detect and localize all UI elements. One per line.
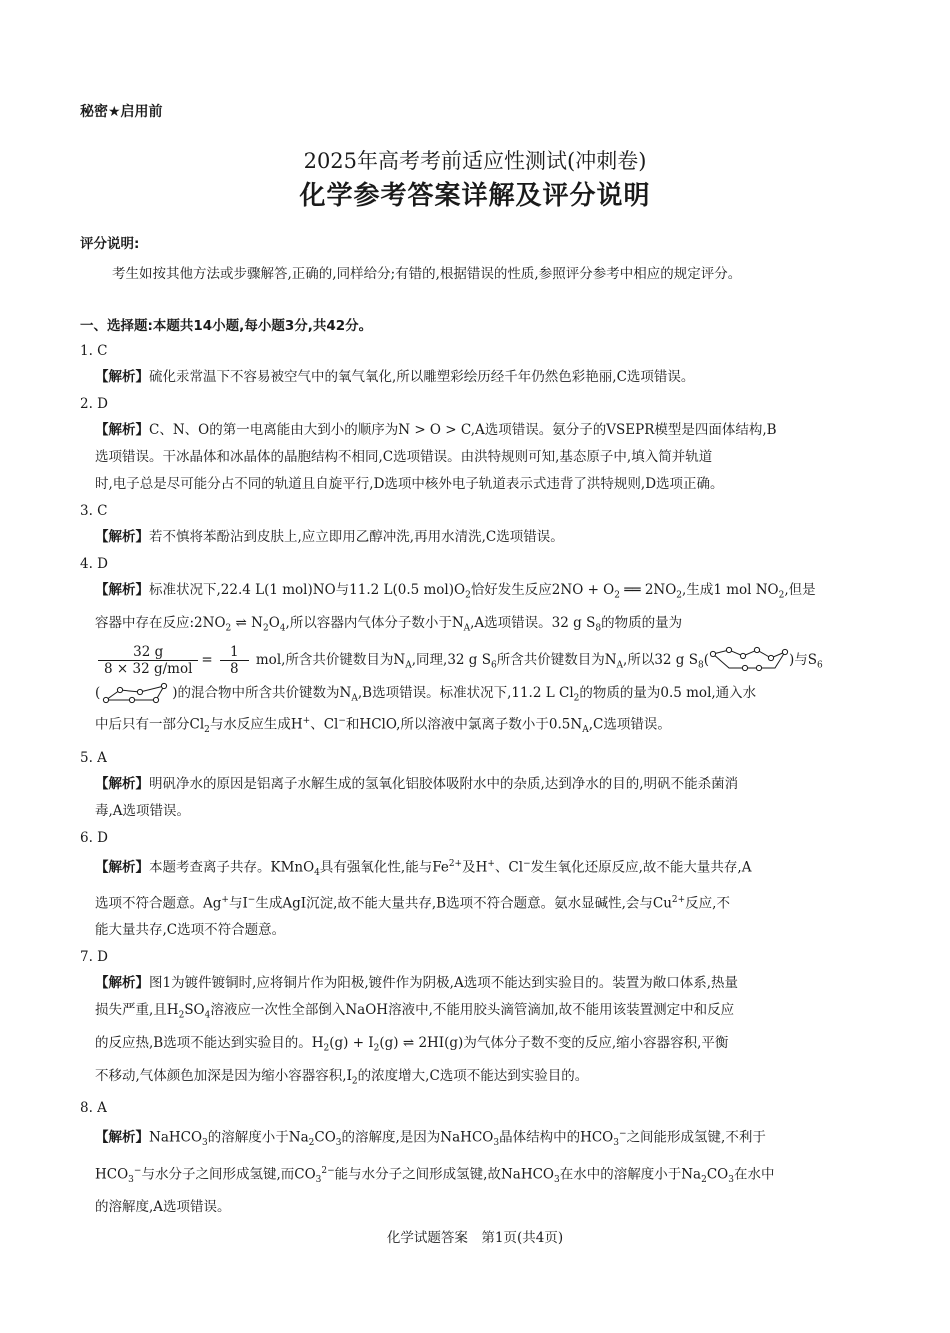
explanation-tag: 【解析】 [95,529,149,545]
answer-4: 4. D [80,556,108,572]
explanation-tag: 【解析】 [95,975,149,992]
explanation-tag: 【解析】 [95,422,149,438]
s8-ring-structure [709,646,789,676]
explanation-3 [95,524,875,551]
document-title: 化学参考答案详解及评分说明 [299,181,651,211]
explanation-4: 【解析】标准状况下,22.4 L(1 mol)NO与11.2 L(0.5 $mol)O_2$恰好发生反应$2NO + O_2$ ══ $2NO_2$,生成1 mol $NO_2$,但是 容器中存在反应$:2NO_2$ ⇌ $N_2O_4$,所以容器内气体分子数小于$N_A,A$选项错误。32 g $S_8$的物质的量为 $\frac{32 g}{\text{8 × 32 g/mol}}$ = $\frac{1}{8}$ mol,所含共价键数目为$N_A$,同理,32 g $S_6$所含共价键数目为$N_A$,所以32 g $S_8$( )与$S_6$ ( )的混合物中所含共价键数为$N_A,B$选项错误。标准状况下,11.2 L $Cl_2$的物质的量为0.5 mol,通入水 中后只有一部分$Cl_2$与水反应生成H+、Cl−和HClO,所以溶液中氯离子数小于$0.5N_A,C$选项错误。 [95,582,823,736]
fraction-eighth: $\frac{1}{8}$ [220,644,249,677]
answer-7: 7. D [80,949,108,966]
explanation-text: 明矾净水的原因是铝离子水解生成的氢氧化铝胶体吸附水中的杂质,达到净水的目的,明矾不能杀菌消 [149,775,739,792]
section-title: 一、选择题:本题共14小题,每小题3分,共42分。 [80,318,373,334]
answer-5: 5. A [80,749,107,766]
explanation-text: 毒,A选项错误。 [95,802,191,819]
explanation-text: 选项错误。干冰晶体和冰晶体的晶胞结构不相同,C选项错误。由洪特规则可知,基态原子中,填入简并轨道 [95,449,713,465]
explanation-7: 【解析】图1为镀件镀铜时,应将铜片作为阳极,镀件作为阴极,A选项不能达到实验目的。装置为敞口体系,热量 损失严重,且$H_2SO_4$溶液应一次性全部倒入NaOH溶液中,不能用胶头滴管滴加,故不能用该装置测定中和反应 的反应热,B选项不能达到实验目的。$H_2(g) + I_2(g)$ ⇌ 2HI(g)为气体分子数不变的反应,缩小容器容积,平衡 不移动,气体颜色加深是因为缩小容器容积$,I_2$的浓度增大,C选项不能达到实验目的。 [95,975,739,1087]
s6-ring-structure [100,682,172,706]
explanation-tag: 【解析】 [95,582,149,598]
explanation-6: 【解析】本题考查离子共存。KMnO$_4$具有强氧化性,能与$Fe^{2+}$及H+、Cl−发生氧化还原反应,故不能大量共存,A 选项不符合题意。Ag+与I−生成AgI沉淀,故不能大量共存,B选项不符合题意。氨水显碱性,会与$Cu^{2+}$反应,不 能大量共存,C选项不符合题意。 [95,851,875,945]
answers-body [80,338,875,1221]
scoring-text: 考生如按其他方法或步骤解答,正确的,同样给分;有错的,根据错误的性质,参照评分参考中相应的规定评分。 [112,266,742,282]
page-footer: 化学试题答案 第1页(共4页) [386,1230,564,1246]
confidential-mark: 秘密★启用前 [80,104,163,120]
explanation-tag: 【解析】 [95,775,149,792]
explanation-tag: 【解析】 [95,859,149,876]
explanation-5 [95,771,875,825]
explanation-1 [95,364,875,391]
scoring-heading: 评分说明: [80,236,140,252]
answer-6: 6. D [80,829,108,846]
explanation-tag: 【解析】 [95,369,149,385]
explanation-text: 图1为镀件镀铜时,应将铜片作为阳极,镀件作为阴极,A选项不能达到实验目的。装置为敞口体系,热量 [149,975,739,992]
explanation-text: 的溶解度,A选项错误。 [95,1198,231,1215]
exam-title: 2025年高考考前适应性测试(冲刺卷) [303,149,647,173]
answer-2: 2. D [80,396,108,412]
explanation-2 [95,417,875,498]
explanation-text: 硫化汞常温下不容易被空气中的氧气氧化,所以雕塑彩绘历经千年仍然色彩艳丽,C选项错误。 [149,369,695,385]
explanation-8: 【解析】NaHCO$_3$的溶解度小于$Na_2CO_3$的溶解度,是因为NaHCO$_3$晶体结构中的$HCO_3^-$之间能形成氢键,不利于 $HCO_3^-$与水分子之间形成氢键,而$CO_3^{2-}$能与水分子之间形成氢键,故NaHCO$_3$在水中的溶解度小于$Na_2CO_3$在水中 的溶解度,A选项错误。 [95,1121,875,1220]
answer-3: 3. C [80,503,108,519]
explanation-text: C、N、O的第一电离能由大到小的顺序为N > O > C,A选项错误。氨分子的VSEPR模型是四面体结构,B [149,422,777,438]
answer-8: 8. A [80,1100,107,1117]
explanation-text: 时,电子总是尽可能分占不同的轨道且自旋平行,D选项中核外电子轨道表示式违背了洪特规则,D选项正确。 [95,476,724,492]
explanation-text: 能大量共存,C选项不符合题意。 [95,922,286,939]
answer-1: 1. C [80,343,108,359]
explanation-tag: 【解析】 [95,1129,149,1146]
explanation-text: 若不慎将苯酚沾到皮肤上,应立即用乙醇冲洗,再用水清洗,C选项错误。 [149,529,564,545]
fraction-moles: $\frac{32 g}{\text{8 × 32 g/mol}}$ [98,644,198,677]
